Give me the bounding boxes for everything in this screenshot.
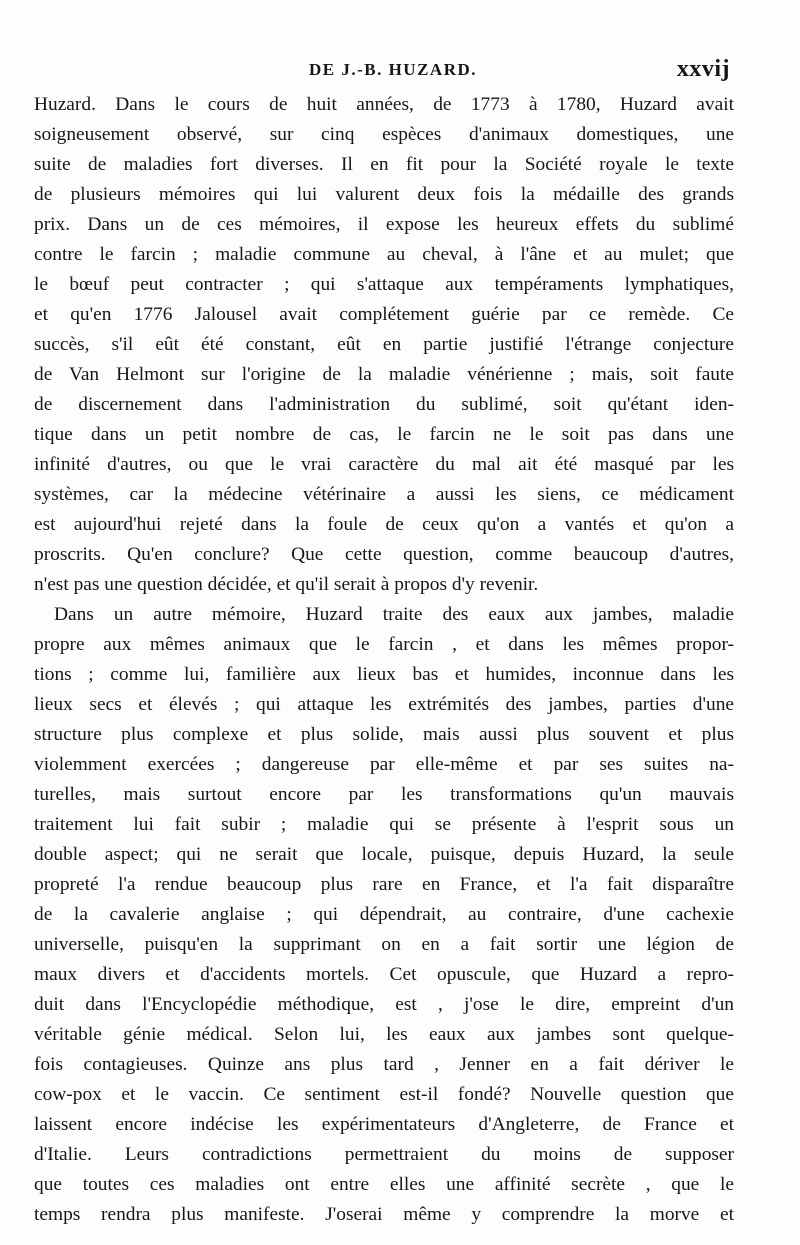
text-line: le bœuf peut contracter ; qui s'attaque aux tempéraments lymphatiques,	[34, 274, 734, 295]
running-head: DE J.-B. HUZARD.	[308, 60, 478, 79]
text-line: de Van Helmont sur l'origine de la maladie vénérienne ; mais, soit faute	[34, 364, 734, 385]
text-line: soigneusement observé, sur cinq espèces d'animaux domestiques, une	[34, 124, 734, 145]
text-line: cow-pox et le vaccin. Ce sentiment est-il fondé? Nouvelle question que	[34, 1084, 734, 1105]
text-line: est aujourd'hui rejeté dans la foule de ceux qu'on a vantés et qu'on a	[34, 514, 734, 535]
text-line: infinité d'autres, ou que le vrai caractère du mal ait été masqué par les	[34, 454, 734, 475]
page-number: xxvij	[676, 56, 730, 82]
text-line: traitement lui fait subir ; maladie qui se présente à l'esprit sous un	[34, 814, 734, 835]
text-line: d'Italie. Leurs contradictions permettraient du moins de supposer	[34, 1144, 734, 1165]
text-line: tions ; comme lui, familière aux lieux bas et humides, inconnue dans les	[34, 664, 734, 685]
text-line: tique dans un petit nombre de cas, le farcin ne le soit pas dans une	[34, 424, 734, 445]
page-header	[36, 56, 730, 90]
text-line: prix. Dans un de ces mémoires, il expose les heureux effets du sublimé	[34, 214, 734, 235]
text-line: systèmes, car la médecine vétérinaire a aussi les siens, ce médicament	[34, 484, 734, 505]
text-line: maux divers et d'accidents mortels. Cet opuscule, que Huzard a repro-	[34, 964, 734, 985]
text-line: propre aux mêmes animaux que le farcin , et dans les mêmes propor-	[34, 634, 734, 655]
body-text	[34, 90, 734, 1230]
text-line: lieux secs et élevés ; qui attaque les extrémités des jambes, parties d'une	[34, 694, 734, 715]
text-line: violemment exercées ; dangereuse par elle-même et par ses suites na-	[34, 754, 734, 775]
text-line: succès, s'il eût été constant, eût en partie justifié l'étrange conjecture	[34, 334, 734, 355]
text-line: turelles, mais surtout encore par les transformations qu'un mauvais	[34, 784, 734, 805]
text-line: de discernement dans l'administration du sublimé, soit qu'étant iden-	[34, 394, 734, 415]
text-line: Dans un autre mémoire, Huzard traite des eaux aux jambes, maladie	[54, 604, 734, 625]
text-line: et qu'en 1776 Jalousel avait complétement guérie par ce remède. Ce	[34, 304, 734, 325]
text-line: proscrits. Qu'en conclure? Que cette question, comme beaucoup d'autres,	[34, 544, 734, 565]
text-line: fois contagieuses. Quinze ans plus tard , Jenner en a fait dériver le	[34, 1054, 734, 1075]
text-line: que toutes ces maladies ont entre elles une affinité secrète , que le	[34, 1174, 734, 1195]
text-line: suite de maladies fort diverses. Il en fit pour la Société royale le texte	[34, 154, 734, 175]
text-line: laissent encore indécise les expérimentateurs d'Angleterre, de France et	[34, 1114, 734, 1135]
text-line: temps rendra plus manifeste. J'oserai même y comprendre la morve et	[34, 1204, 734, 1225]
text-line: de la cavalerie anglaise ; qui dépendrait, au contraire, d'une cachexie	[34, 904, 734, 925]
text-line: universelle, puisqu'en la supprimant on en a fait sortir une légion de	[34, 934, 734, 955]
text-line: de plusieurs mémoires qui lui valurent deux fois la médaille des grands	[34, 184, 734, 205]
text-line: structure plus complexe et plus solide, mais aussi plus souvent et plus	[34, 724, 734, 745]
text-line: propreté l'a rendue beaucoup plus rare en France, et l'a fait disparaître	[34, 874, 734, 895]
text-line: contre le farcin ; maladie commune au cheval, à l'âne et au mulet; que	[34, 244, 734, 265]
text-line: Huzard. Dans le cours de huit années, de 1773 à 1780, Huzard avait	[34, 94, 734, 115]
text-line: double aspect; qui ne serait que locale, puisque, depuis Huzard, la seule	[34, 844, 734, 865]
text-line: véritable génie médical. Selon lui, les eaux aux jambes sont quelque-	[34, 1024, 734, 1045]
text-line: duit dans l'Encyclopédie méthodique, est , j'ose le dire, empreint d'un	[34, 994, 734, 1015]
text-line: n'est pas une question décidée, et qu'il serait à propos d'y revenir.	[34, 574, 539, 595]
